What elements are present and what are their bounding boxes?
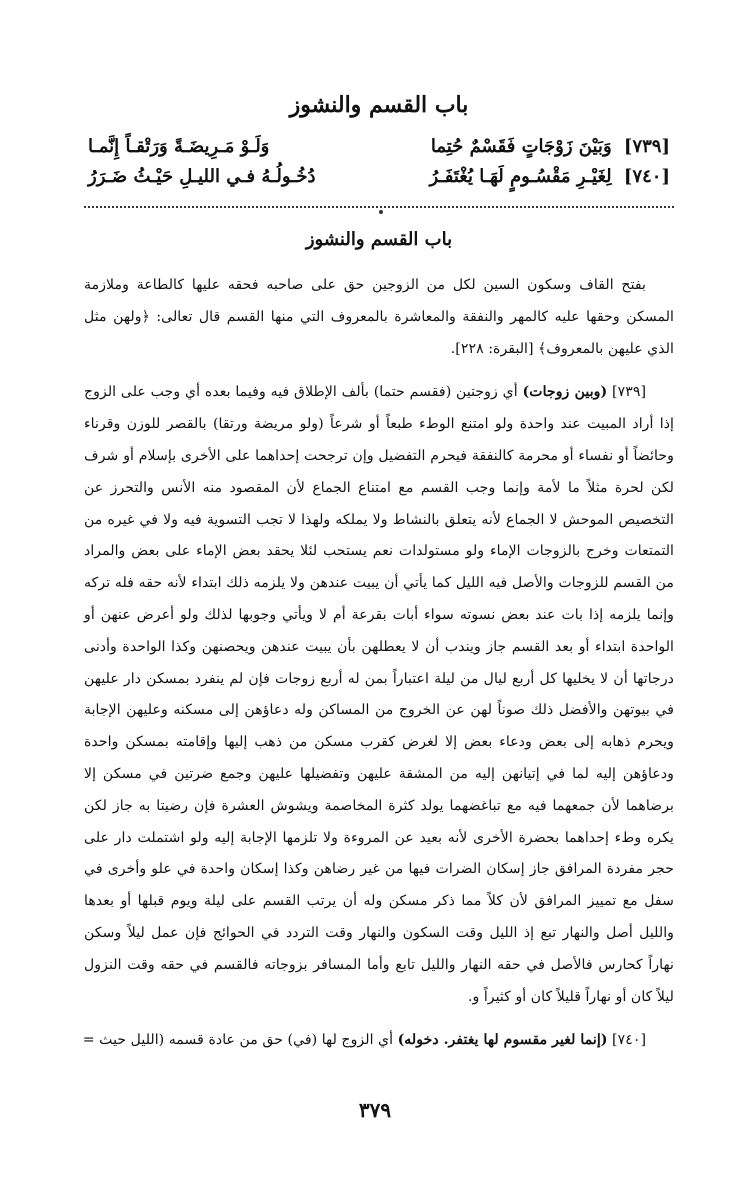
- book-page: [84, 88, 674, 1055]
- verse-second-half: وَلَـوْ مَـرِيضَـةً وَرَتْقـاً إِنَّمـا: [88, 136, 270, 157]
- intro-paragraph: [84, 270, 674, 365]
- verse-second-half: دُخُـولُـهُ فـي الليـلِ حَيْـثُ ضَـرَرُ: [88, 166, 316, 187]
- dotted-divider: [84, 206, 674, 208]
- commentary-number: [٧٤٠]: [612, 1032, 646, 1049]
- divider-dot: [379, 210, 383, 214]
- commentary-text: أي زوجتين (فقسم حتما) بألف الإطلاق فيه وفيما بعده أي وجب على الزوج إذا أراد المبيت عند واحدة ولو امتنع الوطء طبعاً أو شرعاً (ولو مريضة ورتقا) بالقصر للوزن وقرناء وحائضاً أو نفساء أو محرمة كالنفقة فيحرم التفضيل وإن ترجحت إحداهما على الأخرى بإسلام أو شرف لكن لحرة مثلاً ما لأمة وإنما وجب القسم مع امتناع الجماع لأن المقصود منه الأنس والتحرز عن التخصيص الموحش لا الجماع لأنه يتعلق بالنشاط ولا يملكه ولهذا لا تجب التسوية فيه ولا في غيره من التمتعات وخرج بالزوجات الإماء ولو مستولدات نعم يستحب لئلا يحقد بعض الإماء على بعض والمراد من القسم للزوجات والأصل فيه الليل كما يأتي أن يبيت عندهن ولا يلزمه ذلك ابتداء لأنه حقه فله تركه وإنما يلزمه إذا بات عند بعض نسوته سواء أبات بقرعة أم لا ويأتي وجوبها لذلك ولو أعرض عنهن أو الواحدة ابتداء أو بعد القسم جاز ويندب أن لا يعطلهن بأن يبيت عندهن ويحصنهن وكذا الواحدة وأدنى درجاتها أن لا يخليها كل أربع ليال من ليلة اعتباراً بمن له أربع زوجات فإن لم ينفرد بمسكن دار عليهن في بيوتهن والأفضل ذلك صوناً لهن عن الخروج من المساكن وله دعاؤهن إلى مسكنه وعليهن الإجابة ويحرم ذهابه إلى بعض ودعاء بعض إلا لغرض كقرب مسكن من ذهب إليها وإقامته بمسكن واحدة ودعاؤهن إليه لما في إتيانهن إليه من المشقة عليهن وتفضيلها عليهن وجمع ضرتين في مسكن إلا برضاهما لأن جمعهما فيه مع تباغضهما يولد كثرة المخاصمة ويشوش العشرة فإن رضيتا به جاز لكن يكره وطء إحداهما بحضرة الأخرى لأنه بعيد عن المروءة ولا تلزمها الإجابة إليه ولو اشتملت دار على حجر مفردة المرافق جاز إسكان الضرات فيها من غير رضاهن وكذا إسكان واحدة في علو وأخرى في سفل مع تمييز المرافق لأن كلاً مما ذكر مسكن وله أن يرتب القسم على ليلة ويوم قبلها أو بعدها والليل أصل والنهار تبع إذ الليل وقت السكون والنهار وقت التردد في الحوائج فإن عمل ليلاً وسكن نهاراً كحارس فالأصل في حقه النهار والليل تابع وأما المسافر بزوجاته فالقسم في حقه وقت النزول ليلاً كان أو نهاراً قليلاً كان أو كثيراً و.: [84, 384, 674, 1005]
- commentary-text: أي الزوج لها (في) حق من عادة قسمه (الليل حيث =: [82, 1032, 394, 1049]
- verse-row: [84, 162, 674, 192]
- commentary-paragraph-739: [84, 377, 674, 1013]
- commentary-paragraph-740: [84, 1025, 674, 1055]
- verse-number: [٧٤٠]: [623, 166, 670, 187]
- section-title: باب القسم والنشوز: [305, 229, 453, 250]
- verse-first-half: [430, 162, 670, 192]
- verse-row: [84, 132, 674, 162]
- chapter-title: باب القسم والنشوز: [289, 92, 469, 118]
- verse-text: لِغَيْـرِ مَقْسُـومٍ لَهَـا يُغْتَفَـرُ: [429, 166, 612, 187]
- verse-number: [٧٣٩]: [623, 136, 670, 157]
- page-number: ٣٧٩: [358, 1098, 392, 1122]
- commentary-bold-phrase: (وبين زوجات): [522, 384, 608, 401]
- verse-text: وَبَيْنَ زَوْجَاتٍ فَقَسْمٌ حُتِما: [430, 136, 612, 157]
- commentary-number: [٧٣٩]: [612, 384, 646, 401]
- commentary-bold-phrase: (إنما لغير مقسوم لها يغتفر. دخوله): [397, 1032, 608, 1049]
- verse-first-half: [431, 132, 670, 162]
- intro-text: بفتح القاف وسكون السين لكل من الزوجين حق على صاحبه فحقه عليها كالطاعة وملازمة المسكن وحقها عليه كالمهر والنفقة والمعاشرة بالمعروف التي منها القسم قال تعالى: ﴿ولهن مثل الذي عليهن بالمعروف﴾ [البقرة: ٢٢٨].: [84, 277, 674, 357]
